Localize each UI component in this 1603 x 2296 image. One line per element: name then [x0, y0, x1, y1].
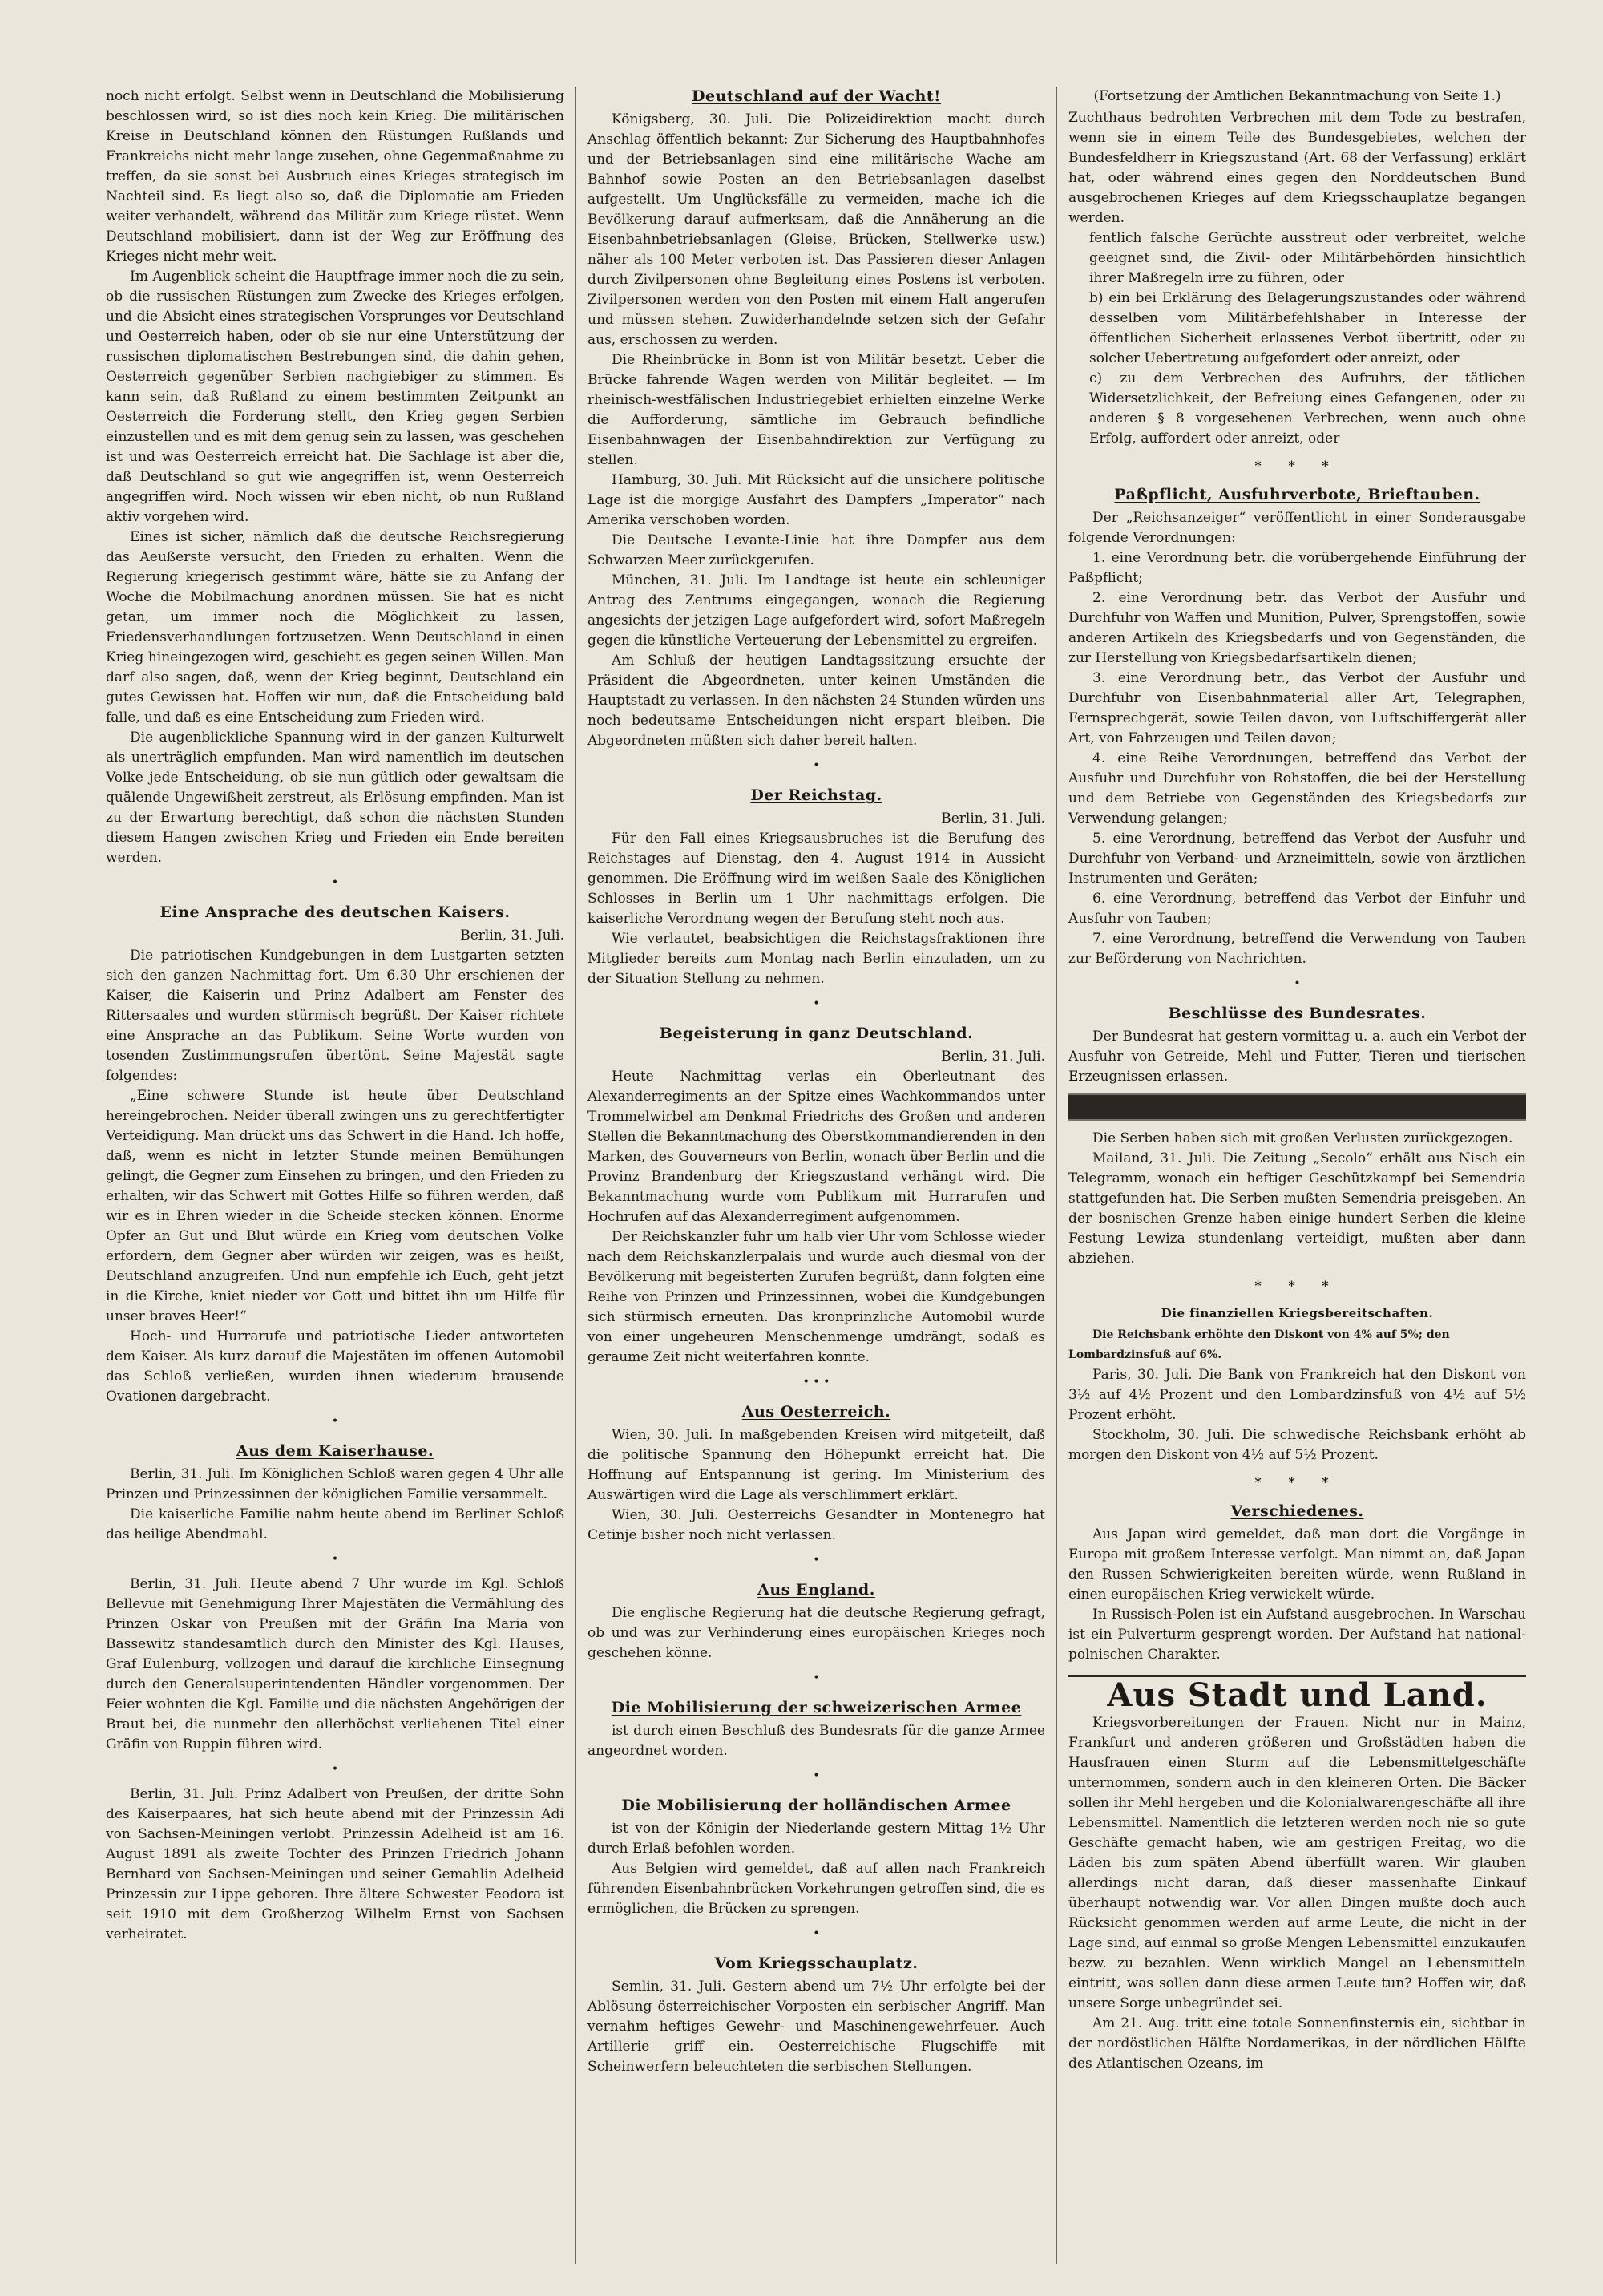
- article-paragraph: Für den Fall eines Kriegsausbruches ist die Berufung des Reichstages auf Dienstag, den 4. August 1914 in Aussicht genommen. Die Eröffnung wird im weißen Saale des Königlichen Schlosses in Berlin um 1 Uhr nachmittags erfolgen. Die kaiserliche Verordnung wegen der Berufung steht noch aus.: [587, 831, 1045, 927]
- article-paragraph: Die englische Regierung hat die deutsche Regierung gefragt, ob und was zur Verhinderung eines europäischen Krieges noch geschehen könne.: [587, 1605, 1045, 1661]
- separator-dot: • • •: [802, 1376, 830, 1389]
- headline-holland: Die Mobilisierung der holländischen Armee: [621, 1797, 1011, 1814]
- article-paragraph: Hamburg, 30. Juli. Mit Rücksicht auf die unsichere politische Lage ist die morgige Ausfahrt des Dampfers „Imperator“ nach Amerika verschoben worden.: [587, 472, 1045, 528]
- separator-dot: •: [813, 1769, 820, 1782]
- article-paragraph: Der „Reichsanzeiger“ veröffentlicht in einer Sonderausgabe folgende Verordnungen:: [1068, 510, 1526, 546]
- list-item: 1. eine Verordnung betr. die vorübergehende Einführung der Paßpflicht;: [1068, 550, 1526, 586]
- article-paragraph: Berlin, 31. Juli. Im Königlichen Schloß waren gegen 4 Uhr alle Prinzen und Prinzessinnen der königlichen Familie versammelt.: [106, 1466, 564, 1502]
- separator-stars: * * *: [1254, 1278, 1340, 1293]
- article-paragraph: Heute Nachmittag verlas ein Oberleutnant des Alexanderregiments an der Spitze eines Wachkommandos unter Trommelwirbel am Denkmal Friedrichs des Großen und anderen Stellen die Bekanntmachung des Oberstkommandierenden in den Marken, des Gouverneurs von Berlin, wonach über Berlin und die Provinz Brandenburg der Kriegszustand verhängt wird. Die Bekanntmachung wurde vom Publikum mit Hurrarufen und Hochrufen auf das Alexanderregiment aufgenommen.: [587, 1069, 1045, 1225]
- article-paragraph: Stockholm, 30. Juli. Die schwedische Reichsbank erhöht ab morgen den Diskont von 4½ auf 5½ Prozent.: [1068, 1427, 1526, 1463]
- article-paragraph: ist von der Königin der Niederlande gestern Mittag 1½ Uhr durch Erlaß befohlen worden.: [587, 1821, 1045, 1857]
- headline-begeisterung: Begeisterung in ganz Deutschland.: [659, 1025, 974, 1042]
- dateline: Berlin, 31. Juli.: [460, 928, 564, 944]
- article-paragraph: Wien, 30. Juli. In maßgebenden Kreisen wird mitgeteilt, daß die politische Spannung den Höhepunkt erreicht hat. Die Hoffnung auf Entspannung ist gering. Im Ministerium des Auswärtigen wird die Lage als verschlimmert erklärt.: [587, 1427, 1045, 1503]
- article-paragraph: ist durch einen Beschluß des Bundesrats für die ganze Armee angeordnet worden.: [587, 1723, 1045, 1759]
- list-item: 7. eine Verordnung, betreffend die Verwendung von Tauben zur Beförderung von Nachrichten.: [1068, 931, 1526, 967]
- separator-dot: •: [331, 1415, 339, 1428]
- article-paragraph: Am 21. Aug. tritt eine totale Sonnenfinsternis ein, sichtbar in der nordöstlichen Hälfte Nordamerikas, in der nördlichen Hälfte des Atlantischen Ozeans, im: [1068, 2015, 1526, 2072]
- article-paragraph: Hoch- und Hurrarufe und patriotische Lieder antworteten dem Kaiser. Als kurz darauf die Majestäten im offenen Automobil das Schloß verließen, wurden ihnen wiederum brausende Ovationen dargebracht.: [106, 1328, 564, 1405]
- article-paragraph: München, 31. Juli. Im Landtage ist heute ein schleuniger Antrag des Zentrums eingegangen, wonach die Regierung angesichts der jetzigen Lage aufgefordert wird, sofort Maßregeln gegen die künstliche Verteuerung der Lebensmittel zu ergreifen.: [587, 572, 1045, 649]
- subheadline: Die Reichsbank erhöhte den Diskont von 4% auf 5%; den Lombardzinsfuß auf 6%.: [1068, 1328, 1450, 1361]
- separator-dot: •: [813, 1554, 820, 1566]
- section-masthead: Aus Stadt und Land.: [1107, 1676, 1488, 1714]
- continuation-note: (Fortsetzung der Amtlichen Bekanntmachung von Seite 1.): [1093, 88, 1501, 104]
- list-item: fentlich falsche Gerüchte ausstreut oder verbreitet, welche geeignet sind, die Zivil- oder Militärbehörden hinsichtlich ihrer Maßregeln irre zu führen, oder: [1089, 230, 1526, 286]
- headline-kriegsschauplatz: Vom Kriegsschauplatz.: [714, 1954, 919, 1972]
- headline-bundesrat: Beschlüsse des Bundesrates.: [1168, 1004, 1427, 1022]
- headline-schweiz: Die Mobilisierung der schweizerischen Armee: [611, 1699, 1022, 1716]
- article-paragraph: Die augenblickliche Spannung wird in der ganzen Kulturwelt als unerträglich empfunden. Man wird namentlich im deutschen Volke jede Entscheidung, ob sie nun gütlich oder gewaltsam die quälende Ungewißheit zerstreut, als Erlösung empfinden. Man ist zu der Erwartung berechtigt, daß schon die nächsten Stunden diesem Hangen zwischen Krieg und Frieden ein Ende bereiten werden.: [106, 730, 564, 866]
- article-paragraph: Im Augenblick scheint die Hauptfrage immer noch die zu sein, ob die russischen Rüstungen zum Zwecke des Krieges erfolgen, und die Absicht eines strategischen Vorsprunges vor Deutschland und Oesterreich haben, oder ob sie nur eine Unterstützung der russischen diplomatischen Bestrebungen sind, die dahin gehen, Oesterreich gegenüber Serbien nachgiebiger zu stimmen. Es kann sein, daß Rußland zu einem bestimmten Zeitpunkt an Oesterreich die Forderung stellt, den Krieg gegen Serbien einzustellen und es mit dem genug sein zu lassen, was geschehen ist und was Oesterreich erreicht hat. Die Sachlage ist aber die, daß Deutschland so gut wie angegriffen ist, wenn Oesterreich angegriffen wird. Noch wissen wir eben nicht, ob nun Rußland aktiv vorgehen wird.: [106, 269, 564, 525]
- separator-dot: •: [813, 1927, 820, 1940]
- separator-dot: •: [331, 1763, 339, 1776]
- article-paragraph: Berlin, 31. Juli. Prinz Adalbert von Preußen, der dritte Sohn des Kaiserpaares, hat sich heute abend mit der Prinzessin Adi von Sachsen-Meiningen verlobt. Prinzessin Adelheid ist am 16. August 1891 als zweite Tochter des Prinzen Friedrich Johann Bernhard von Sachsen-Meiningen und seiner Gemahlin Adelheid Prinzessin zur Lippe geboren. Ihre ältere Schwester Feodora ist seit 1910 mit dem Großherzog Wilhelm Ernst von Sachsen verheiratet.: [106, 1786, 564, 1942]
- separator-dot: •: [1294, 977, 1301, 990]
- article-paragraph: Paris, 30. Juli. Die Bank von Frankreich hat den Diskont von 3½ auf 4½ Prozent und den Lombardzinsfuß von 4½ auf 5½ Prozent erhöht.: [1068, 1367, 1526, 1423]
- headline-verschiedenes: Verschiedenes.: [1230, 1502, 1364, 1520]
- list-item: b) ein bei Erklärung des Belagerungszustandes oder während desselben vom Militärbefehlshaber in Interesse der öffentlichen Sicherheit erlassenes Verbot übertritt, oder zu solcher Uebertretung aufgefordert oder anreizt, oder: [1089, 290, 1526, 366]
- censored-bar: [1068, 1093, 1526, 1121]
- dateline: Berlin, 31. Juli.: [941, 810, 1045, 827]
- article-paragraph: Kriegsvorbereitungen der Frauen. Nicht nur in Mainz, Frankfurt und anderen größeren und Großstädten haben die Hausfrauen einen Sturm auf die Lebensmittelgeschäfte unternommen, sondern auch in den kleineren Orten. Die Bäcker sollen ihr Mehl hergeben und die Kolonialwarengeschäfte all ihre Lebensmittel. Namentlich die letzteren werden noch nie so gute Geschäfte gemacht haben, wie am gestrigen Freitag, wo die Läden bis zum späten Abend überfüllt waren. Wir glauben allerdings nicht daran, daß dieser massenhafte Einkauf überhaupt notwendig war. Vor allen Dingen mußte doch auch Rücksicht genommen werden auf arme Leute, die nicht in der Lage sind, auf einmal so große Mengen Lebensmittel einzukaufen bezw. zu bezahlen. Wenn wirklich Mangel an Lebensmitteln eintritt, was sollen dann diese armen Leute tun? Hoffen wir, daß unsere Sorge unbegründet sei.: [1068, 1715, 1526, 2011]
- article-paragraph: Die Rheinbrücke in Bonn ist von Militär besetzt. Ueber die Brücke fahrende Wagen werden von Militär begleitet. — Im rheinisch-westfälischen Industriegebiet erhielten einzelne Werke die Aufforderung, sämtliche im Gebrauch befindliche Eisenbahnwagen der Eisenbahndirektion zur Verfügung zu stellen.: [587, 352, 1045, 468]
- article-paragraph: Mailand, 31. Juli. Die Zeitung „Secolo“ erhält aus Nisch ein Telegramm, wonach ein heftiger Geschützkampf bei Semendria stattgefunden hat. Die Serben mußten Semendria preisgeben. An der bosnischen Grenze haben einige hundert Serben die kleine Festung Lewiza stundenlang verteidigt, mußten aber dann abziehen.: [1068, 1150, 1526, 1267]
- separator-dot: •: [813, 1671, 820, 1684]
- separator-stars: * * *: [1254, 458, 1340, 473]
- separator-stars: * * *: [1254, 1474, 1340, 1490]
- article-paragraph: Königsberg, 30. Juli. Die Polizeidirektion macht durch Anschlag öffentlich bekannt: Zur Sicherung des Hauptbahnhofes und der Betriebsanlagen sind eine militärische Wache am Bahnhof sowie Posten an den Betriebsanlagen daselbst aufgestellt. Um Unglücksfälle zu vermeiden, mache ich die Bevölkerung darauf aufmerksam, daß die Annäherung an die Eisenbahnbetriebsanlagen (Gleise, Brücken, Stellwerke usw.) näher als 100 Meter verboten ist. Das Passieren dieser Anlagen durch Zivilpersonen ohne Begleitung eines Postens ist verboten. Zivilpersonen werden von den Posten mit einem Halt angerufen und müssen stehen. Zuwiderhandelnde setzen sich der Gefahr aus, erschossen zu werden.: [587, 111, 1045, 348]
- separator-dot: •: [813, 997, 820, 1010]
- article-paragraph: Die Serben haben sich mit großen Verlusten zurückgezogen.: [1092, 1130, 1513, 1146]
- article-paragraph: Die Deutsche Levante-Linie hat ihre Dampfer aus dem Schwarzen Meer zurückgerufen.: [587, 532, 1045, 568]
- article-paragraph: Semlin, 31. Juli. Gestern abend um 7½ Uhr erfolgte bei der Ablösung österreichischer Vorposten ein serbischer Angriff. Man vernahm heftiges Gewehr- und Maschinengewehrfeuer. Auch Artillerie griff ein. Oesterreichische Flugschiffe mit Scheinwerfern beleuchteten die serbischen Stellungen.: [587, 1979, 1045, 2075]
- separator-dot: •: [813, 759, 820, 772]
- separator-dot: •: [331, 1553, 339, 1566]
- list-item: 6. eine Verordnung, betreffend das Verbot der Einfuhr und Ausfuhr von Tauben;: [1068, 891, 1526, 927]
- headline-reichstag: Der Reichstag.: [750, 786, 882, 804]
- article-paragraph: Die patriotischen Kundgebungen in dem Lustgarten setzten sich den ganzen Nachmittag fort. Um 6.30 Uhr erschienen der Kaiser, die Kaiserin und Prinz Adalbert am Fenster des Rittersaales und wurden stürmisch begrüßt. Der Kaiser richtete eine Ansprache an das Publikum. Seine Worte wurden von tosenden Zustimmungsrufen übertönt. Seine Majestät sagte folgendes:: [106, 948, 564, 1084]
- list-item: 5. eine Verordnung, betreffend das Verbot der Ausfuhr und Durchfuhr von Verband- und Arzneimitteln, sowie von ärztlichen Instrumenten und Geräten;: [1068, 831, 1526, 887]
- list-item: 2. eine Verordnung betr. das Verbot der Ausfuhr und Durchfuhr von Waffen und Munition, Pulver, Sprengstoffen, sowie anderen Artikeln des Kriegsbedarfs und von Gegenständen, die zur Herstellung von Kriegsbedarfsartikeln dienen;: [1068, 590, 1526, 666]
- list-item: c) zu dem Verbrechen des Aufruhrs, der tätlichen Widersetzlichkeit, der Befreiung eines Gefangenen, oder zu anderen § 8 vorgesehenen Verbrechen, wenn auch ohne Erfolg, auffordert oder anreizt, oder: [1089, 370, 1526, 447]
- headline-finanziellen: Die finanziellen Kriegsbereitschaften.: [1161, 1306, 1434, 1320]
- headline-passpflicht: Paßpflicht, Ausfuhrverbote, Brieftauben.: [1114, 486, 1480, 503]
- column-2: [575, 87, 1056, 2264]
- dateline: Berlin, 31. Juli.: [941, 1049, 1045, 1065]
- article-paragraph: Wie verlautet, beabsichtigen die Reichstagsfraktionen ihre Mitglieder bereits zum Montag nach Berlin einzuladen, um zu der Situation Stellung zu nehmen.: [587, 931, 1045, 987]
- article-paragraph: Die kaiserliche Familie nahm heute abend im Berliner Schloß das heilige Abendmahl.: [106, 1506, 564, 1542]
- list-item: 4. eine Reihe Verordnungen, betreffend das Verbot der Ausfuhr und Durchfuhr von Rohstoffen, die bei der Herstellung und dem Betriebe von Gegenständen des Kriegsbedarfs zur Verwendung gelangen;: [1068, 750, 1526, 827]
- article-paragraph: Am Schluß der heutigen Landtagssitzung ersuchte der Präsident die Abgeordneten, unter keinen Umständen die Hauptstadt zu verlassen. In den nächsten 24 Stunden würden uns noch bedeutsame Entscheidungen nicht erspart bleiben. Die Abgeordneten müßten sich daher bereit halten.: [587, 653, 1045, 749]
- article-paragraph: noch nicht erfolgt. Selbst wenn in Deutschland die Mobilisierung beschlossen wird, so ist dies noch kein Krieg. Die militärischen Kreise in Deutschland können den Rüstungen Rußlands und Frankreichs nicht mehr lange zusehen, ohne Gegenmaßnahme zu treffen, da sie sonst bei Ausbruch eines Krieges strategisch im Nachteil sind. Es liegt also so, daß die Diplomatie am Frieden weiter verhandelt, während das Militär zum Kriege rüstet. Wenn Deutschland mobilisiert, dann ist der Weg zur Eröffnung des Krieges nicht mehr weit.: [106, 88, 564, 265]
- list-item: 3. eine Verordnung betr., das Verbot der Ausfuhr und Durchfuhr von Eisenbahnmaterial aller Art, Telegraphen, Fernsprechgerät, sowie Teilen davon, von Luftschiffergerät aller Art, von Fahrzeugen und Teilen davon;: [1068, 670, 1526, 746]
- headline-oesterreich: Aus Oesterreich.: [741, 1403, 891, 1421]
- article-paragraph: Aus Belgien wird gemeldet, daß auf allen nach Frankreich führenden Eisenbahnbrücken Vorkehrungen getroffen sind, die es ermöglichen, die Brücken zu sprengen.: [587, 1861, 1046, 1917]
- article-paragraph: Der Bundesrat hat gestern vormittag u. a. auch ein Verbot der Ausfuhr von Getreide, Mehl und Futter, Tieren und tierischen Erzeugnissen erlassen.: [1068, 1029, 1526, 1085]
- quote-paragraph: „Eine schwere Stunde ist heute über Deutschland hereingebrochen. Neider überall zwingen uns zu gerechtfertigter Verteidigung. Man drückt uns das Schwert in die Hand. Ich hoffe, daß, wenn es nicht in letzter Stunde meinen Bemühungen gelingt, die Gegner zum Einsehen zu bringen, und den Frieden zu erhalten, wir das Schwert mit Gottes Hilfe so führen werden, daß wir es in Ehren wieder in die Scheide stecken können. Enorme Opfer an Gut und Blut würde ein Krieg vom deutschen Volke erfordern, dem Gegner aber würden wir zeigen, was es heißt, Deutschland anzugreifen. Und nun empfehle ich Euch, geht jetzt in die Kirche, kniet nieder vor Gott und bittet ihn um Hilfe für unser braves Heer!“: [106, 1088, 564, 1324]
- article-paragraph: Wien, 30. Juli. Oesterreichs Gesandter in Montenegro hat Cetinje bisher noch nicht verlassen.: [587, 1507, 1045, 1543]
- headline-wacht: Deutschland auf der Wacht!: [692, 87, 941, 105]
- article-paragraph: Eines ist sicher, nämlich daß die deutsche Reichsregierung das Aeußerste versucht, den Frieden zu erhalten. Wenn die Regierung kriegerisch gestimmt wäre, hätte sie zu Anfang der Woche die Mobilmachung anordnen müssen. Sie hat es nicht getan, um immer noch die Möglichkeit zu lassen, Friedensverhandlungen fortzusetzen. Wenn Deutschland in einen Krieg hineingezogen wird, geschieht es gegen seinen Willen. Man darf also sagen, daß, wenn der Krieg beginnt, Deutschland ein gutes Gewissen hat. Hoffen wir nun, daß die Entscheidung bald falle, und daß es eine Entscheidung zum Frieden wird.: [106, 529, 564, 726]
- headline-england: Aus England.: [757, 1581, 875, 1599]
- article-paragraph: Der Reichskanzler fuhr um halb vier Uhr vom Schlosse wieder nach dem Reichskanzlerpalais und wurde auch diesmal von der Bevölkerung mit begeisterten Zurufen begrüßt, dann folgten eine Reihe von Prinzen und Prinzessinnen, wobei die Kundgebungen sich stürmisch erneuten. Das kronprinzliche Automobil wurde von einer ungeheuren Menschenmenge umdrängt, sodaß es geraume Zeit nicht weiterfahren konnte.: [587, 1229, 1045, 1365]
- headline-kaiser-speech: Eine Ansprache des deutschen Kaisers.: [159, 903, 511, 921]
- headline-kaiserhause: Aus dem Kaiserhause.: [236, 1442, 434, 1460]
- article-paragraph: Aus Japan wird gemeldet, daß man dort die Vorgänge in Europa mit großem Interesse verfolgt. Man nimmt an, daß Japan den Russen Schwierigkeiten bereiten würde, wenn Rußland in einen europäischen Krieg verwickelt würde.: [1068, 1526, 1526, 1603]
- article-paragraph: In Russisch-Polen ist ein Aufstand ausgebrochen. In Warschau ist ein Pulverturm gesprengt worden. Der Aufstand hat national-polnischen Charakter.: [1068, 1607, 1526, 1663]
- article-paragraph: Berlin, 31. Juli. Heute abend 7 Uhr wurde im Kgl. Schloß Bellevue mit Genehmigung Ihrer Majestäten die Vermählung des Prinzen Oskar von Preußen mit der Gräfin Ina Maria von Bassewitz standesamtlich durch den Minister des Kgl. Hauses, Graf Eulenburg, vollzogen und darauf die kirchliche Einsegnung durch den Generalsuperintendenten Händler vorgenommen. Der Feier wohnten die Kgl. Familie und die nächsten Angehörigen der Braut bei, die nunmehr den allerhöchst verliehenen Titel einer Gräfin von Ruppin führen wird.: [106, 1576, 564, 1752]
- column-1: [95, 87, 575, 2264]
- separator-dot: •: [331, 876, 339, 889]
- column-3: [1056, 87, 1537, 2264]
- article-paragraph: Zuchthaus bedrohten Verbrechen mit dem Tode zu bestrafen, wenn sie in einem Teile des Bundesgebietes, welchen der Bundesfeldherr in Kriegszustand (Art. 68 der Verfassung) erklärt hat, oder während eines gegen den Norddeutschen Bund ausgebrochenen Krieges auf dem Kriegsschauplatze begangen werden.: [1068, 110, 1526, 226]
